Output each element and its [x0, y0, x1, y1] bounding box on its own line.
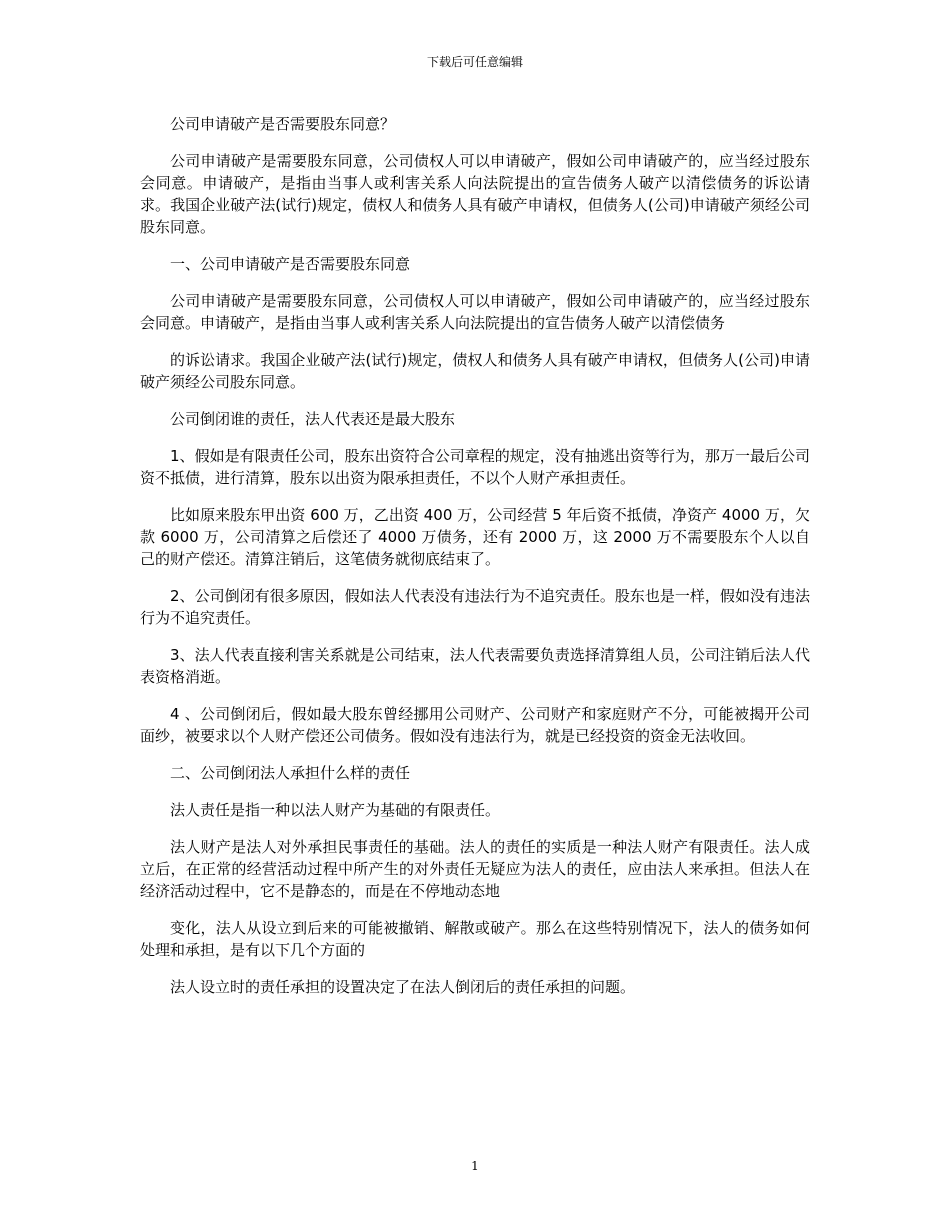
paragraph-point-3: 3、法人代表直接利害关系就是公司结束，法人代表需要负责选择清算组人员，公司注销后法人代表资格消逝。: [140, 646, 810, 686]
section-heading-2: 二、公司倒闭法人承担什么样的责任: [170, 764, 411, 782]
paragraph-legal-liability-definition: 法人责任是指一种以法人财产为基础的有限责任。: [170, 801, 501, 819]
paragraph-legal-setup: 法人设立时的责任承担的设置决定了在法人倒闭后的责任承担的问题。: [170, 978, 636, 996]
paragraph-example: 比如原来股东甲出资 600 万，乙出资 400 万，公司经营 5 年后资不抵债，净资产 4000 万，欠款 6000 万，公司清算之后偿还了 4000 万债务，还有 2000 万，这 2000 万不需要股东个人以自己的财产偿还。清算注销后，这笔债务就彻底结束了。: [140, 506, 810, 568]
paragraph-section-1-part-a: 公司申请破产是需要股东同意，公司债权人可以申请破产，假如公司申请破产的，应当经过股东会同意。申请破产，是指由当事人或利害关系人向法院提出的宣告债务人破产以清偿债务: [140, 292, 810, 332]
page-number: 1: [471, 1159, 479, 1173]
paragraph-question-title: 公司申请破产是否需要股东同意？: [170, 115, 396, 133]
paragraph-section-1-part-b: 的诉讼请求。我国企业破产法(试行)规定，债权人和债务人具有破产申请权，但债务人(公司)申请破产须经公司股东同意。: [140, 351, 810, 391]
paragraph-legal-property: 法人财产是法人对外承担民事责任的基础。法人的责任的实质是一种法人财产有限责任。法人成立后，在正常的经营活动过程中所产生的对外责任无疑应为法人的责任，应由法人来承担。但法人在经济活动过程中，它不是静态的，而是在不停地动态地: [140, 838, 810, 900]
paragraph-point-4: 4 、公司倒闭后，假如最大股东曾经挪用公司财产、公司财产和家庭财产不分，可能被揭开公司面纱，被要求以个人财产偿还公司债务。假如没有违法行为，就是已经投资的资金无法收回。: [140, 705, 810, 745]
document-body: [140, 113, 810, 1013]
subheading-responsibility: 公司倒闭谁的责任，法人代表还是最大股东: [170, 410, 456, 428]
paragraph-answer-summary: 公司申请破产是需要股东同意，公司债权人可以申请破产，假如公司申请破产的，应当经过股东会同意。申请破产，是指由当事人或利害关系人向法院提出的宣告债务人破产以清偿债务的诉讼请求。我国企业破产法(试行)规定，债权人和债务人具有破产申请权，但债务人(公司)申请破产须经公司股东同意。: [140, 152, 810, 236]
page-header: 下载后可任意编辑: [426, 55, 523, 69]
paragraph-point-1: 1、假如是有限责任公司，股东出资符合公司章程的规定，没有抽逃出资等行为，那万一最后公司资不抵债，进行清算，股东以出资为限承担责任，不以个人财产承担责任。: [140, 447, 810, 487]
paragraph-legal-changes: 变化，法人从设立到后来的可能被撤销、解散或破产。那么在这些特别情况下，法人的债务如何处理和承担，是有以下几个方面的: [140, 919, 810, 959]
paragraph-point-2: 2、公司倒闭有很多原因，假如法人代表没有违法行为不追究责任。股东也是一样，假如没有违法行为不追究责任。: [140, 587, 810, 627]
section-heading-1: 一、公司申请破产是否需要股东同意: [170, 255, 411, 273]
